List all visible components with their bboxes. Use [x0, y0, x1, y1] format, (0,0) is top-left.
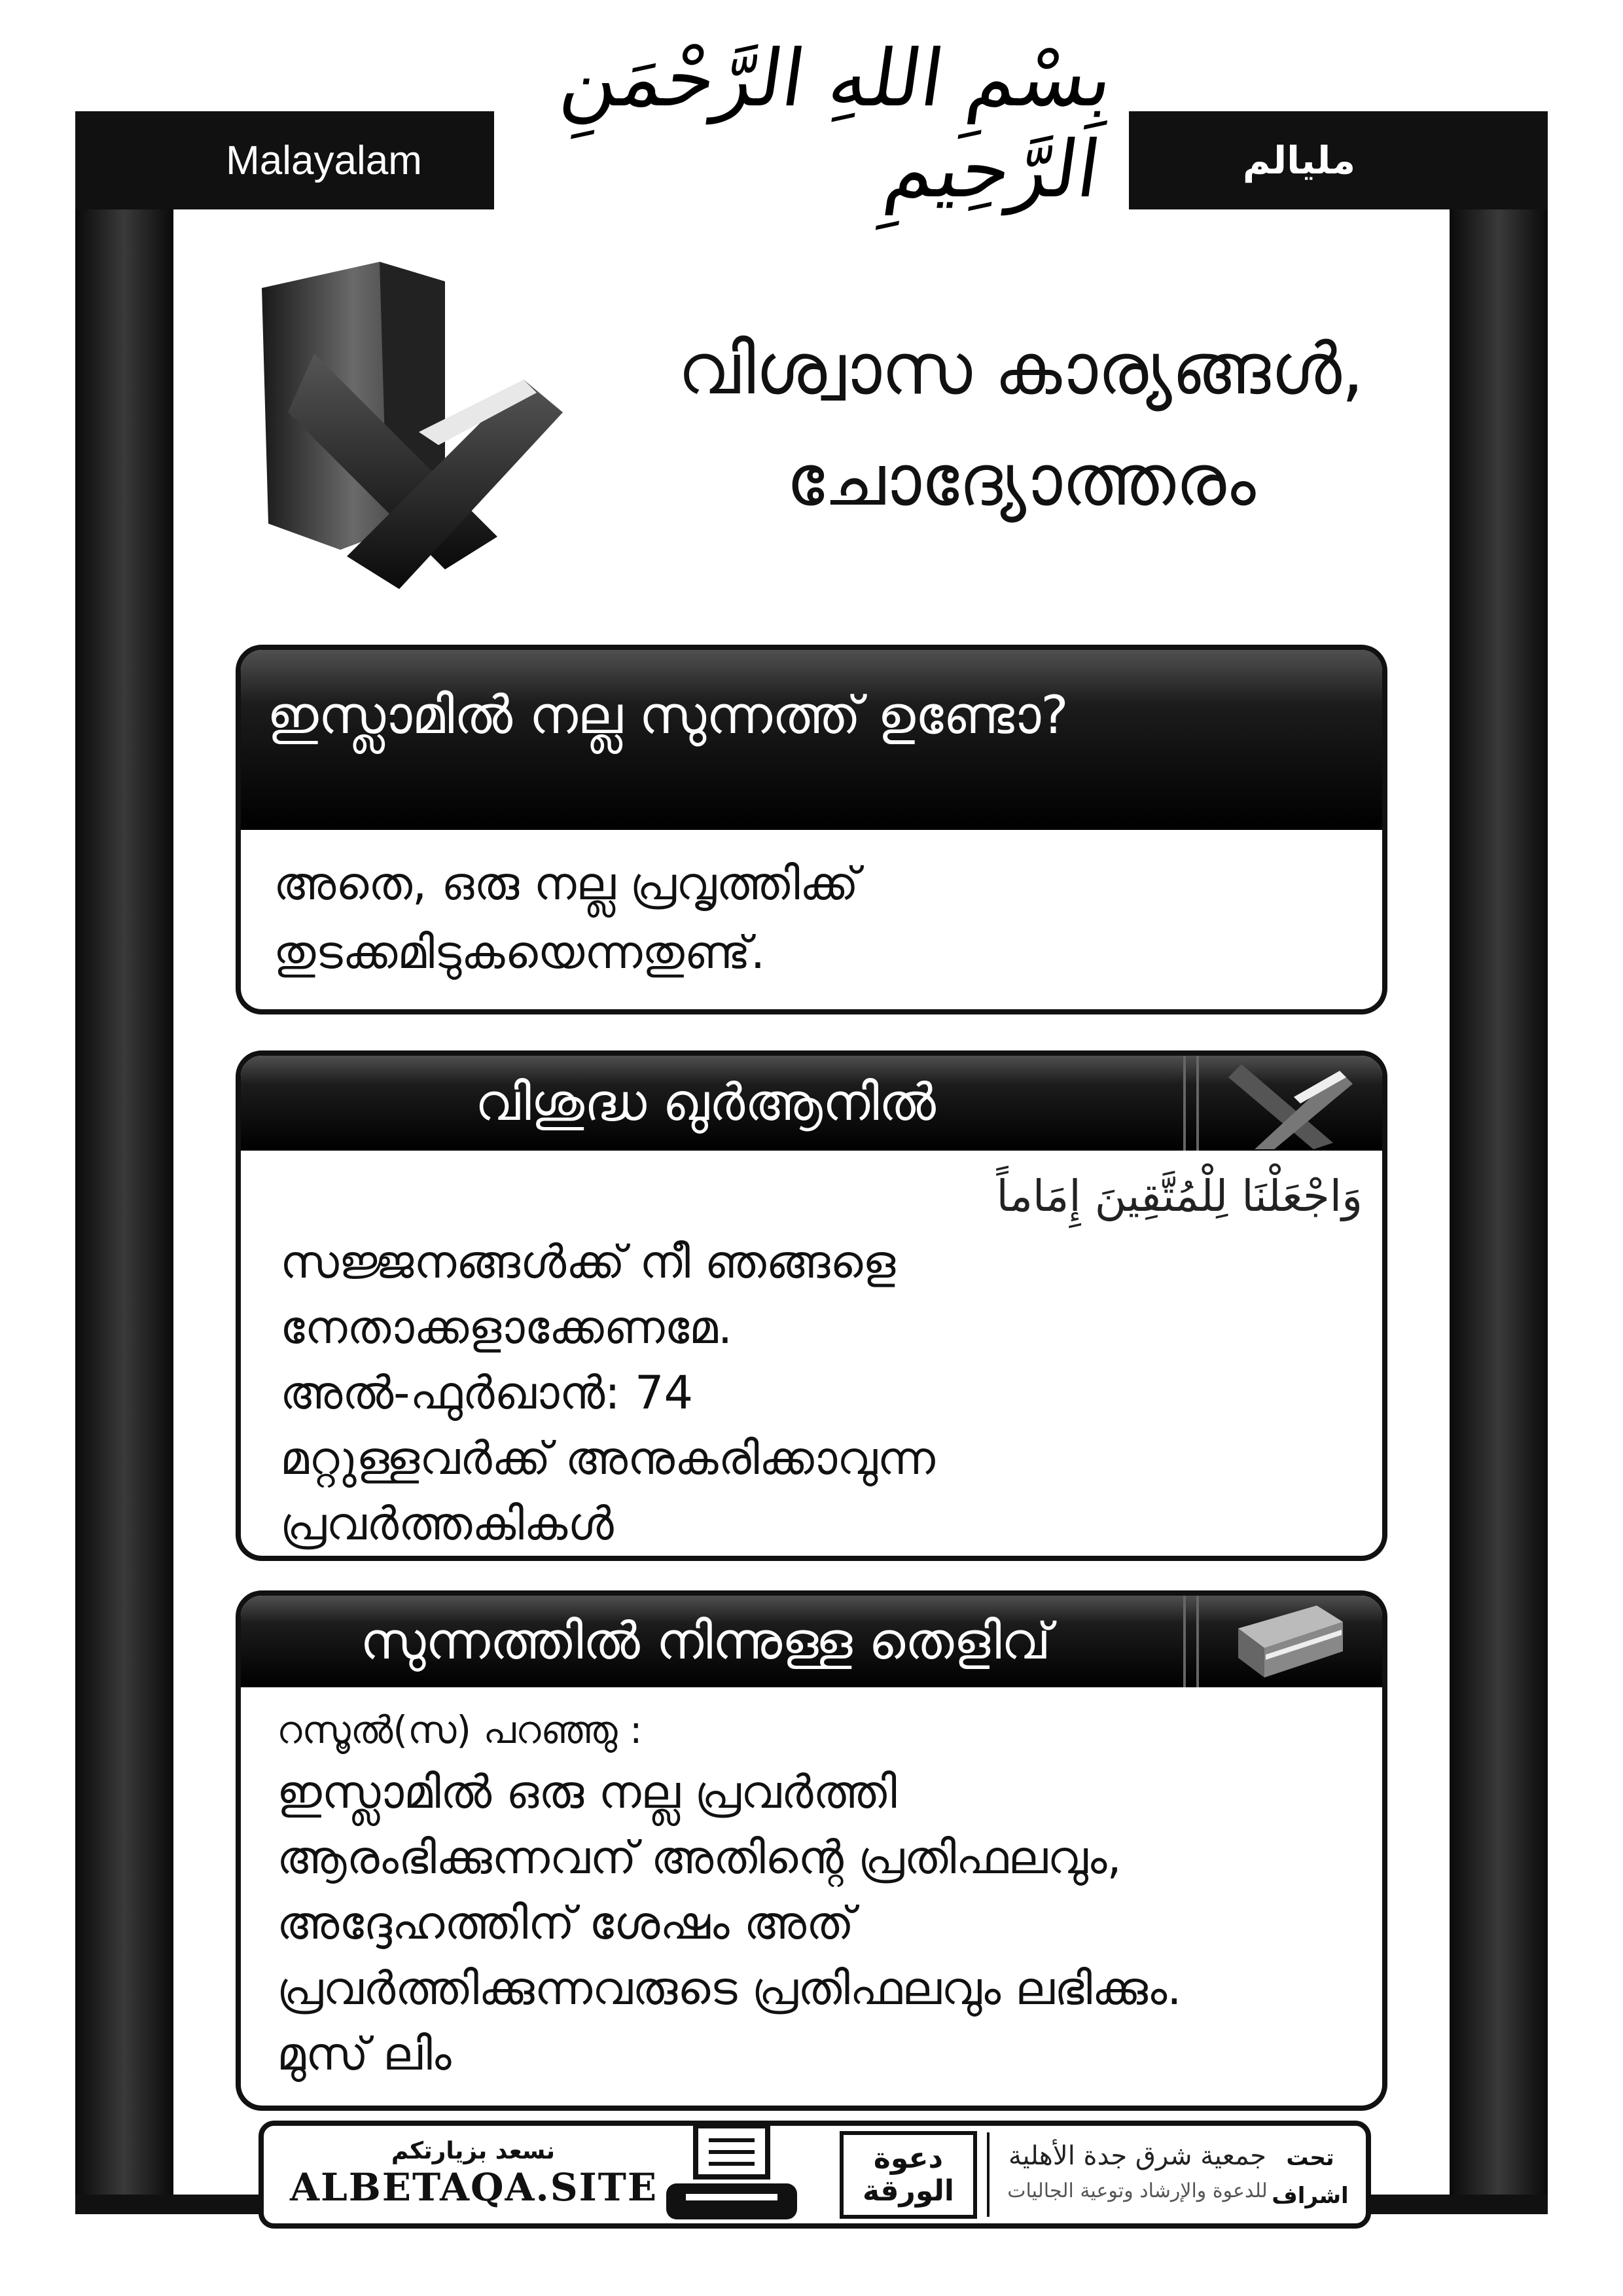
- quran-stand-icon: [1192, 1056, 1382, 1151]
- title-line-1: വിശ്വാസ കാര്യങ്ങൾ,: [677, 329, 1364, 410]
- hadith-source: മുസ് ലിം: [277, 2027, 452, 2081]
- question-header: [241, 650, 1382, 830]
- logo-text-bottom: الورقة: [863, 2174, 955, 2208]
- supervision-label: [1271, 2139, 1349, 2215]
- quran-line-1: സജ്ജനങ്ങൾക്ക് നീ ഞങ്ങളെ: [280, 1235, 896, 1289]
- footer-visit-text: نسعد بزيارتكم: [391, 2138, 556, 2164]
- organization-name: جمعية شرق جدة الأهلية: [1008, 2141, 1266, 2171]
- quran-header: [241, 1056, 1382, 1151]
- footer-bar: [259, 2121, 1371, 2229]
- footer-divider: [987, 2132, 990, 2217]
- supervision-line-2: اشراف: [1272, 2183, 1349, 2209]
- sunnah-heading: സുന്നത്തിൽ നിന്നുള്ള തെളിവ്: [360, 1611, 1051, 1671]
- organization-subtitle: للدعوة والإرشاد وتوعية الجاليات: [1007, 2179, 1268, 2202]
- answer-line-1: അതെ, ഒരു നല്ല പ്രവൃത്തിക്ക്: [274, 857, 859, 910]
- printer-icon: [666, 2126, 797, 2224]
- frame-right-border: [1450, 111, 1548, 2214]
- logo-text-top: دعوة: [873, 2142, 944, 2175]
- language-label-arabic: مليالم: [1242, 138, 1356, 183]
- quran-heading: വിശുദ്ധ ഖുർആനിൽ: [475, 1073, 936, 1132]
- book-icon: [1192, 1596, 1382, 1687]
- sunnah-header: [241, 1596, 1382, 1687]
- question-card: [236, 645, 1387, 1014]
- language-label-english: Malayalam: [226, 137, 422, 183]
- hadith-line-3: അദ്ദേഹത്തിന് ശേഷം അത്: [277, 1896, 855, 1950]
- hadith-narrator: റസൂൽ(സ) പറഞ്ഞു :: [277, 1708, 643, 1752]
- answer-line-2: തുടക്കമിടുകയെന്നതുണ്ട്.: [274, 925, 766, 979]
- dawah-card-logo: [840, 2131, 977, 2219]
- answer-body: [241, 830, 1382, 1013]
- page-title: [589, 314, 1453, 537]
- quran-line-4: മറ്റുള്ളവർക്ക് അനുകരിക്കാവുന്ന: [280, 1431, 935, 1485]
- book-on-stand-icon: [249, 262, 602, 602]
- sunnah-body: [241, 1687, 1382, 2100]
- hadith-line-1: ഇസ്ലാമിൽ ഒരു നല്ല പ്രവർത്തി: [277, 1765, 897, 1819]
- quran-body: [241, 1151, 1382, 1561]
- quran-line-2: നേതാക്കളാക്കേണമേ.: [280, 1300, 733, 1354]
- quran-reference: അൽ-ഫുർഖാൻ: 74: [280, 1366, 694, 1420]
- frame-left-border: [75, 111, 173, 2214]
- bismillah-calligraphy: بِسْمِ اللهِ الرَّحْمَنِ الرَّحِيمِ: [503, 26, 1120, 223]
- hadith-line-4: പ്രവർത്തിക്കുന്നവരുടെ പ്രതിഫലവും ലഭിക്കും.: [277, 1962, 1182, 2015]
- quran-evidence-card: [236, 1050, 1387, 1561]
- question-text: ഇസ്ലാമിൽ നല്ല സുന്നത്ത് ഉണ്ടോ?: [267, 685, 1069, 745]
- sunnah-evidence-card: [236, 1590, 1387, 2111]
- quran-arabic-verse: وَاجْعَلْنَا لِلْمُتَّقِينَ إِمَاماً: [996, 1171, 1363, 1221]
- quran-line-5: പ്രവർത്തകികൾ: [280, 1497, 614, 1551]
- footer-site-link[interactable]: ALBETAQA.SITE: [290, 2165, 658, 2210]
- title-line-2: ചോദ്യോത്തരം: [786, 440, 1256, 522]
- supervision-line-1: تحت: [1286, 2145, 1334, 2171]
- hadith-line-2: ആരംഭിക്കുന്നവന് അതിന്റെ പ്രതിഫലവും,: [277, 1831, 1122, 1884]
